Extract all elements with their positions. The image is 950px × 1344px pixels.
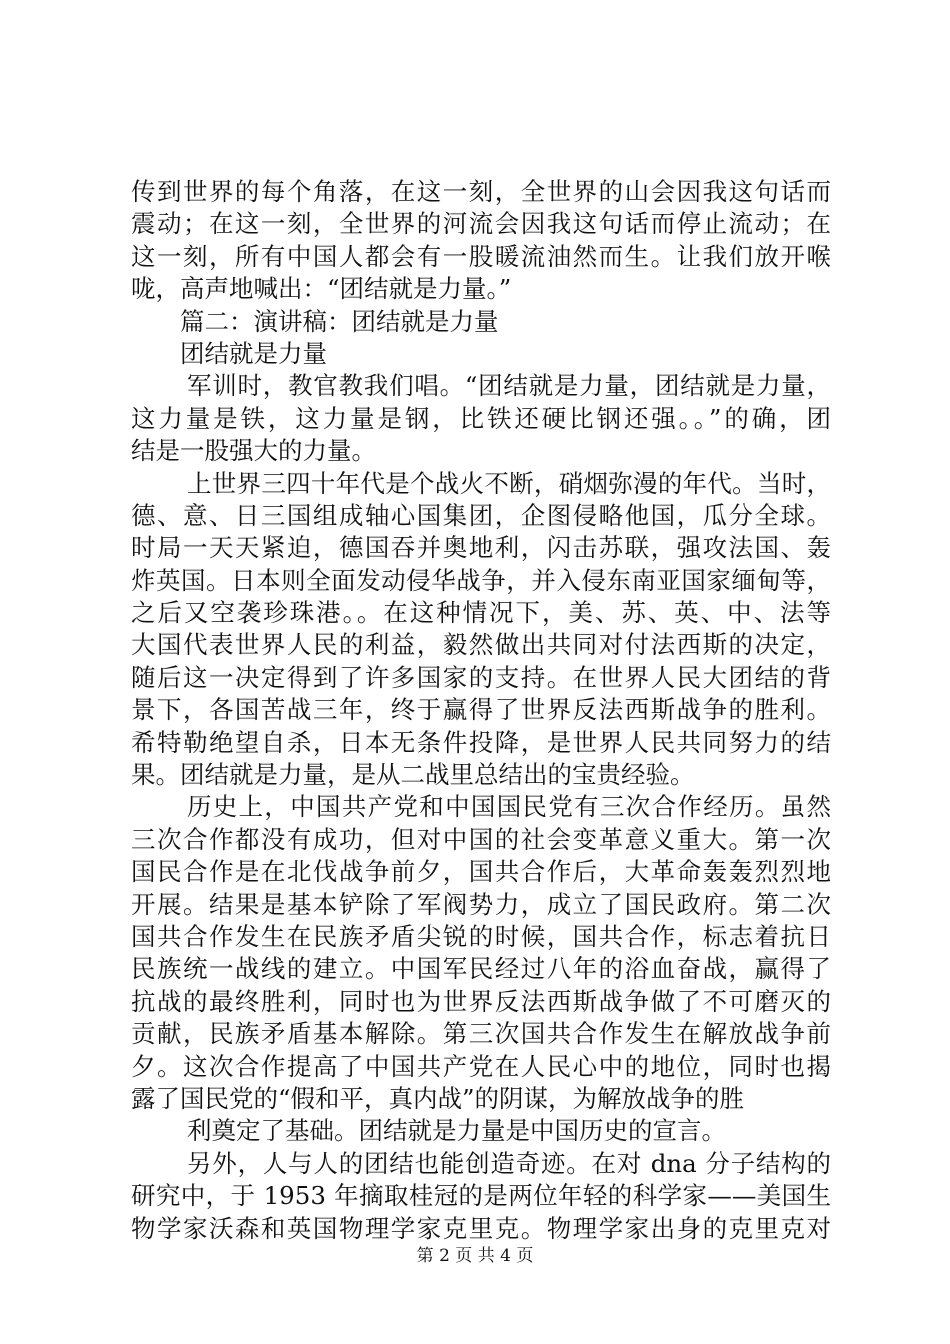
text-line: 物学家沃森和英国物理学家克里克。物理学家出身的克里克对 — [131, 1213, 831, 1243]
text-line: 这一刻，所有中国人都会有一股暖流油然而生。让我们放开喉 — [131, 241, 831, 271]
text-line: 国民合作是在北伐战争前夕，国共合作后，大革命轰轰烈烈地 — [131, 857, 831, 887]
text-line: 抗战的最终胜利，同时也为世界反法西斯战争做了不可磨灭的 — [131, 986, 831, 1016]
text-line: 国共合作发生在民族矛盾尖锐的时候，国共合作，标志着抗日 — [131, 921, 831, 951]
text-line: 之后又空袭珍珠港。。在这种情况下，美、苏、英、中、法等 — [131, 598, 831, 628]
text-line: 咙，高声地喊出：“团结就是力量。” — [131, 274, 512, 304]
text-line: 果。团结就是力量，是从二战里总结出的宝贵经验。 — [131, 760, 695, 790]
text-line: 开展。结果是基本铲除了军阀势力，成立了国民政府。第二次 — [131, 889, 831, 919]
text-line: 传到世界的每个角落，在这一刻，全世界的山会因我这句话而 — [131, 177, 831, 206]
text-line: 希特勒绝望自杀，日本无条件投降，是世界人民共同努力的结 — [131, 727, 831, 757]
text-line: 军训时，教官教我们唱。“团结就是力量，团结就是力量， — [187, 371, 831, 401]
text-line: 德、意、日三国组成轴心国集团，企图侵略他国，瓜分全球。 — [131, 500, 831, 530]
text-line: 震动；在这一刻，全世界的河流会因我这句话而停止流动；在 — [131, 209, 831, 239]
text-line: 团结就是力量 — [180, 338, 327, 368]
page-footer: 第 2 页 共 4 页 — [416, 1246, 534, 1266]
text-line: 露了国民党的“假和平，真内战”的阴谋，为解放战争的胜 — [131, 1083, 745, 1113]
text-line: 另外，人与人的团结也能创造奇迹。在对 dna 分子结构的 — [187, 1148, 831, 1178]
text-line: 三次合作都没有成功，但对中国的社会变革意义重大。第一次 — [131, 824, 831, 854]
text-line: 研究中，于 1953 年摘取桂冠的是两位年轻的科学家——美国生 — [131, 1181, 831, 1211]
text-line: 夕。这次合作提高了中国共产党在人民心中的地位，同时也揭 — [131, 1051, 831, 1081]
text-line: 贡献，民族矛盾基本解除。第三次国共合作发生在解放战争前 — [131, 1019, 831, 1049]
text-line: 民族统一战线的建立。中国军民经过八年的浴血奋战，赢得了 — [131, 954, 831, 984]
text-line: 大国代表世界人民的利益，毅然做出共同对付法西斯的决定， — [131, 630, 831, 660]
text-line: 时局一天天紧迫，德国吞并奥地利，闪击苏联，强攻法国、轰 — [131, 533, 831, 563]
text-line: 上世界三四十年代是个战火不断，硝烟弥漫的年代。当时， — [187, 468, 831, 498]
text-line: 篇二：演讲稿：团结就是力量 — [180, 306, 499, 336]
text-line: 结是一股强大的力量。 — [131, 436, 376, 466]
text-line: 景下，各国苦战三年，终于赢得了世界反法西斯战争的胜利。 — [131, 695, 831, 725]
text-line: 历史上，中国共产党和中国国民党有三次合作经历。虽然 — [187, 792, 831, 822]
text-line: 利奠定了基础。团结就是力量是中国历史的宣言。 — [187, 1116, 726, 1146]
text-line: 炸英国。日本则全面发动侵华战争，并入侵东南亚国家缅甸等， — [131, 565, 831, 595]
body-text — [131, 176, 831, 1245]
text-line: 随后这一决定得到了许多国家的支持。在世界人民大团结的背 — [131, 662, 831, 692]
text-line: 这力量是铁，这力量是钢，比铁还硬比钢还强。。”的确，团 — [131, 403, 831, 433]
